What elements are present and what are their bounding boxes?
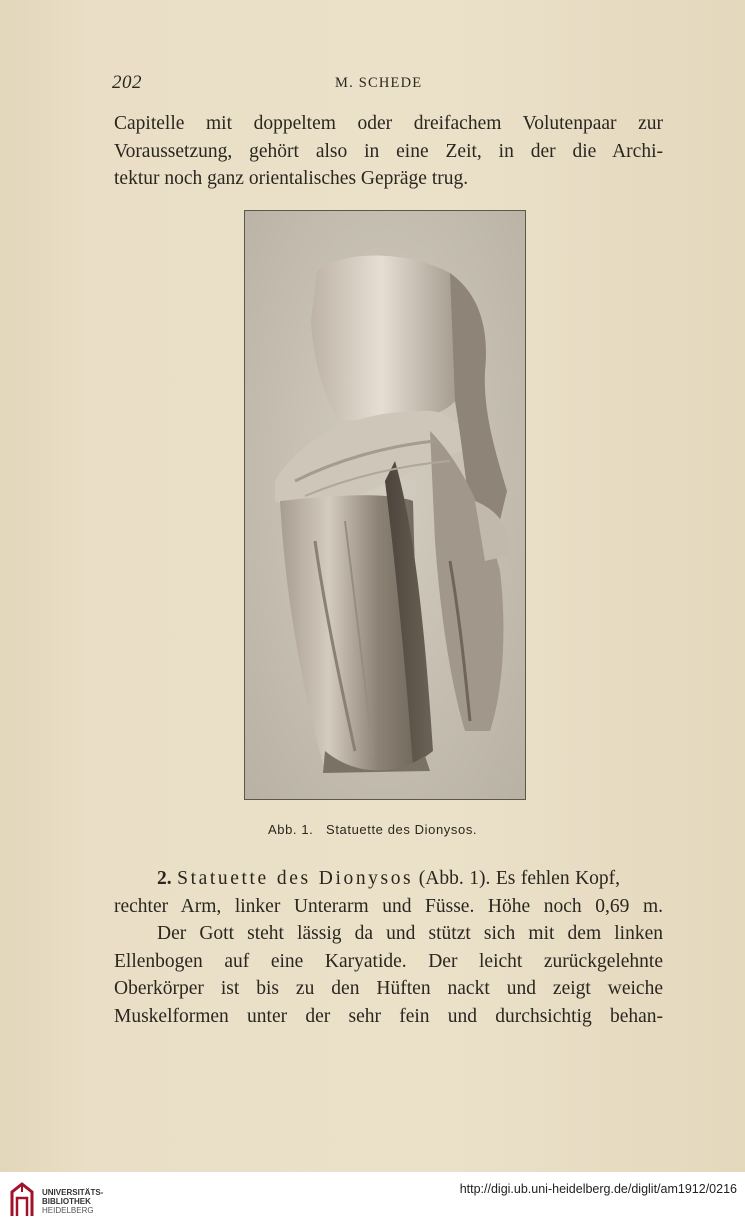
permalink-url[interactable]: http://digi.ub.uni-heidelberg.de/diglit/am1912/0216 [459,1182,737,1196]
section-title: Statuette des Dionysos [177,868,414,889]
text-line: Der Gott steht lässig da und stützt sich mit dem linken [157,923,663,944]
text-line: Capitelle mit doppeltem oder dreifachem Volutenpaar zur [114,113,663,134]
page-number: 202 [112,72,142,93]
logo-line: BIBLIOTHEK [42,1197,91,1206]
text-line: Muskelformen unter der sehr fein und durchsichtig behan- [114,1005,663,1027]
text-line: rechter Arm, linker Unterarm und Füsse. Höhe noch 0,69 m. [114,895,663,917]
logo-line: HEIDELBERG [42,1206,94,1215]
section-number: 2. [157,868,172,889]
text-line [114,865,620,893]
library-logo[interactable] [8,1178,168,1222]
paragraph-2 [114,865,663,1030]
library-emblem-icon [8,1182,36,1218]
viewer-footer [0,1172,745,1226]
text-line: Ellenbogen auf eine Karyatide. Der leicht zurückgelehnte [114,950,663,972]
text-line: tektur noch ganz orientalisches Gepräge trug. [114,168,469,189]
library-name [42,1188,103,1215]
text-line: Oberkörper ist bis zu den Hüften nackt und zeigt weiche [114,978,663,999]
text-line: Voraussetzung, gehört also in eine Zeit, in der die Archi- [114,140,663,162]
figure-caption [268,822,477,837]
dionysos-statue-image [245,211,525,799]
paragraph-1 [114,110,663,193]
statuette-photograph [244,210,526,800]
running-head: M. SCHEDE [335,75,423,91]
logo-line: UNIVERSITÄTS- [42,1188,104,1197]
caption-label: Abb. 1. [268,822,314,837]
text-fragment: (Abb. 1). Es fehlen Kopf, [418,868,621,889]
caption-title: Statuette des Dionysos. [326,822,478,837]
